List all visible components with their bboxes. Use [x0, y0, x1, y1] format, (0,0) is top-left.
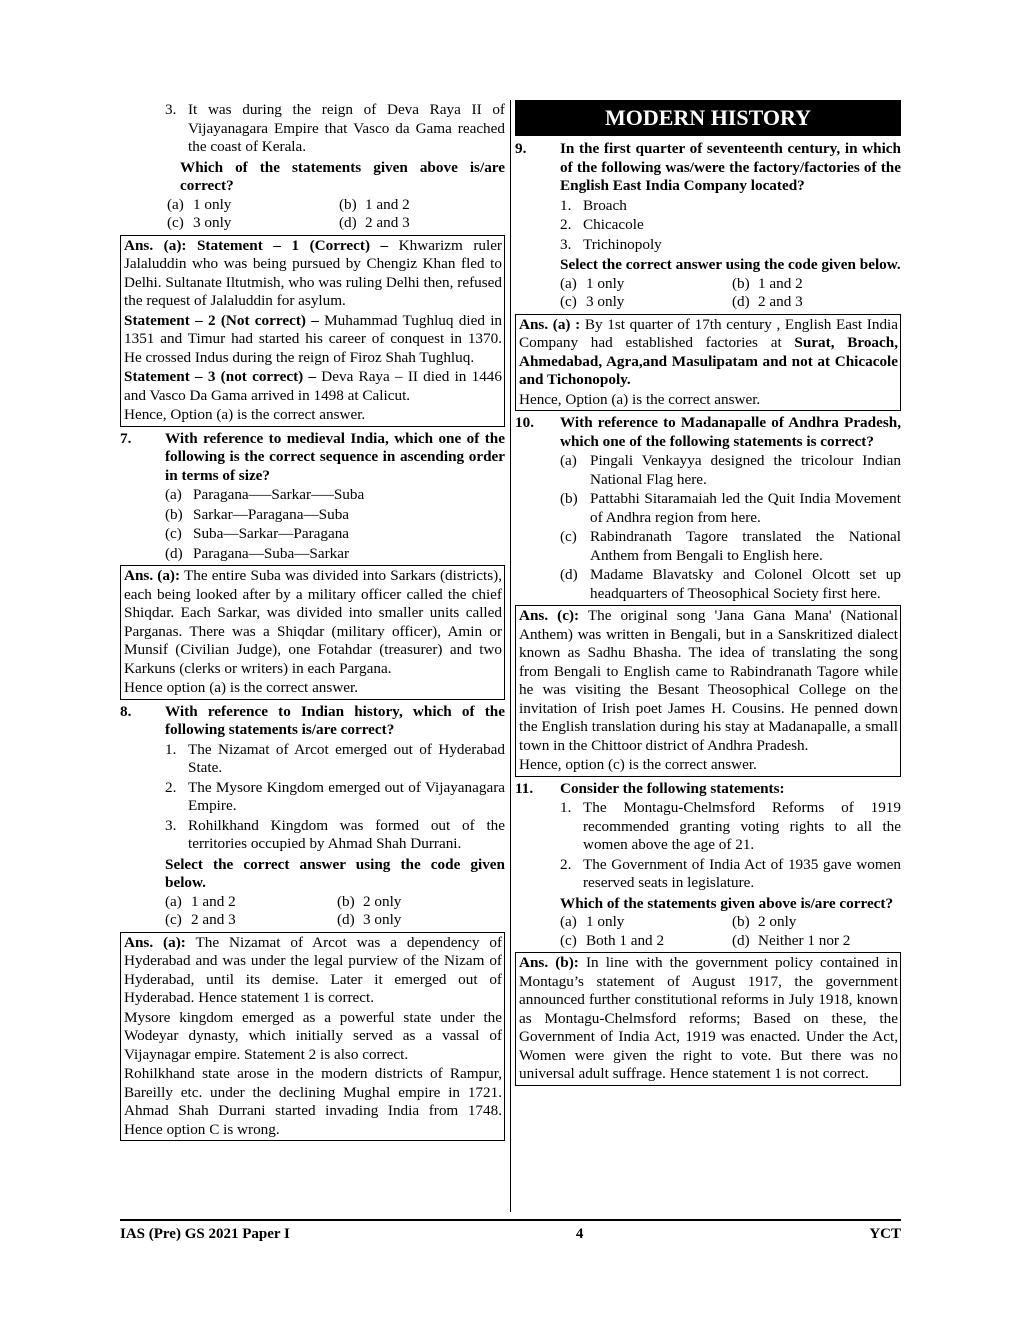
q8-options: (a) 1 and 2 (b) 2 only (c) 2 and 3 (d) 3 only	[165, 892, 402, 928]
footer-exam-title: IAS (Pre) GS 2021 Paper I	[120, 1226, 290, 1242]
question-text: With reference to medieval India, which one of the following is the correct sequence in ascending order in terms of size?	[165, 429, 505, 484]
question-11	[515, 780, 901, 799]
answer-box-q7: Ans. (a): The entire Suba was divided into Sarkars (districts), each being looked after by a military officer called the chief Shiqdar. Each Sarkar, was divided into smaller units called Parganas. There was a Shiqdar (military officer), Amin or Munsif (Civilian Judge), one Fotahdar (treasurer) and two Karkuns (clerks or writers) in each Pargana. Hence option (a) is the correct answer.	[120, 565, 505, 700]
q7-options: (a) Paragana—–Sarkar—–Suba (b) Sarkar—Paragana—Suba (c) Suba—Sarkar—Paragana (d) Paragana—Suba—Sarkar	[165, 486, 365, 562]
footer-publisher: YCT	[869, 1226, 901, 1242]
answer-box-q10: Ans. (c): The original song 'Jana Gana Mana' (National Anthem) was written in Bengali, but in a Sanskritized dialect known as Sadhu Bhasha. The idea of translating the song from Bengali to English came to Rabindranath Tagore while he was visiting the Besant Theosophical College on the invitation of Irish poet James H. Cousins. He penned down the English translation during his stay at Madanapalle, a small town in the Chittoor district of Andhra Pradesh. Hence, option (c) is the correct answer.	[515, 605, 901, 777]
question-number: 11.	[515, 779, 534, 797]
answer-box-q8: Ans. (a): The Nizamat of Arcot was a dependency of Hyderabad and was under the legal purview of the Nizam of Hyderabad, until its demise. Later it emerged out of Hyderabad. Hence statement 1 is correct. Mysore kingdom emerged as a powerful state under the Wodeyar dynasty, which initially served as a vassal of Vijaynagar empire. Statement 2 is also correct. Rohilkhand state arose in the modern districts of Rampur, Bareilly etc. under the declining Mughal empire in 1721. Ahmad Shah Durrani started invading India from 1748. Hence option C is wrong.	[120, 932, 505, 1142]
page-footer	[120, 1219, 901, 1244]
item-text: It was during the reign of Deva Raya II of Vijayanagara Empire that Vasco da Gama reached the coast of Kerala.	[188, 101, 505, 155]
question-number: 8.	[120, 702, 132, 720]
question-stem: Select the correct answer using the code given below.	[560, 256, 901, 273]
question-stem: Which of the statements given above is/are correct?	[560, 894, 894, 912]
question-text: In the first quarter of seventeenth century, in which of the following was/were the factory/factories of the English East India Company located?	[560, 140, 901, 194]
question-text: With reference to Madanapalle of Andhra Pradesh, which one of the following statements is correct?	[560, 414, 901, 450]
item-number: 3.	[165, 101, 177, 118]
answer-box-q6: Ans. (a): Statement – 1 (Correct) – Khwarizm ruler Jalaluddin who was being pursued by Chengiz Khan fled to Delhi. Sultanate Iltutmish, who was ruling Delhi then, refused the request of Jalaluddin for asylum. Statement – 2 (Not correct) – Muhammad Tughluq died in 1351 and Timur had started his career of conquest in 1370. He crossed Indus during the reign of Firoz Shah Tughluq. Statement – 3 (not correct) – Deva Raya – II died in 1446 and Vasco Da Gama arrived in 1498 at Calicut. Hence, Option (a) is the correct answer.	[120, 235, 505, 427]
question-text: With reference to Indian history, which of the following statements is/are correct?	[165, 702, 505, 738]
list-item	[165, 101, 505, 157]
question-stem: Which of the statements given above is/are correct?	[180, 158, 505, 194]
options	[120, 196, 505, 233]
left-column	[120, 100, 505, 1144]
option-b: (b) 1 and 2	[339, 195, 410, 213]
answer-box-q11: Ans. (b): In line with the government policy contained in Montagu’s statement of August 1917, the government announced further constitutional reforms in July 1918, known as Montagu-Chelmsford reforms; Based on these, the Government of India Act, 1919 was enacted. Under the Act, Women were given the right to vote. But there was no universal adult suffrage. Hence statement 1 is not correct.	[515, 952, 901, 1086]
q11-statements: 1. The Montagu-Chelmsford Reforms of 1919 recommended granting voting rights to all the women above the age of 21. 2. The Government of India Act of 1935 gave women reserved seats in legislature.	[560, 799, 901, 891]
question-10	[515, 414, 901, 451]
answer-box-q9: Ans. (a) : By 1st quarter of 17th century , English East India Company had established factories at Surat, Broach, Ahmedabad, Agra,and Masulipatam and not at Chicacole and Tichonopoly. Hence, Option (a) is the correct answer.	[515, 314, 901, 412]
q9-options: (a) 1 only (b) 1 and 2 (c) 3 only (d) 2 and 3	[560, 274, 803, 310]
question-number: 9.	[515, 140, 527, 157]
question-stem: Select the correct answer using the code given below.	[165, 855, 505, 891]
right-column	[515, 100, 901, 1089]
question-number: 10.	[515, 414, 534, 431]
option-c: (c) 3 only	[167, 214, 232, 231]
q8-statements: 1. The Nizamat of Arcot emerged out of Hyderabad State. 2. The Mysore Kingdom emerged out of Vijayanagara Empire. 3. Rohilkhand Kingdom was formed out of the territories occupied by Ahmad Shah Durrani.	[165, 740, 505, 852]
question-9	[515, 140, 901, 196]
column-divider	[510, 100, 511, 1212]
q11-options: (a) 1 only (b) 2 only (c) Both 1 and 2 (d) Neither 1 nor 2	[560, 913, 851, 949]
option-a: (a) 1 only	[167, 195, 232, 213]
question-7	[120, 430, 505, 486]
page-number: 4	[575, 1226, 584, 1242]
q10-options: (a) Pingali Venkayya designed the tricolour Indian National Flag here. (b) Pattabhi Sitaramaiah led the Quit India Movement of Andhra region from here. (c) Rabindranath Tagore translated the National Anthem from Bengali to English here. (d) Madame Blavatsky and Colonel Olcott set up headquarters of Theosophical Society first here.	[560, 452, 901, 602]
section-title: MODERN HISTORY	[515, 100, 901, 136]
q6-continuation	[120, 101, 505, 157]
question-text: Consider the following statements:	[560, 779, 785, 797]
question-8	[120, 703, 505, 740]
option-d: (d) 2 and 3	[339, 214, 410, 231]
question-number: 7.	[120, 429, 132, 447]
q9-items: 1. Broach 2. Chicacole 3. Trichinopoly	[560, 196, 662, 253]
